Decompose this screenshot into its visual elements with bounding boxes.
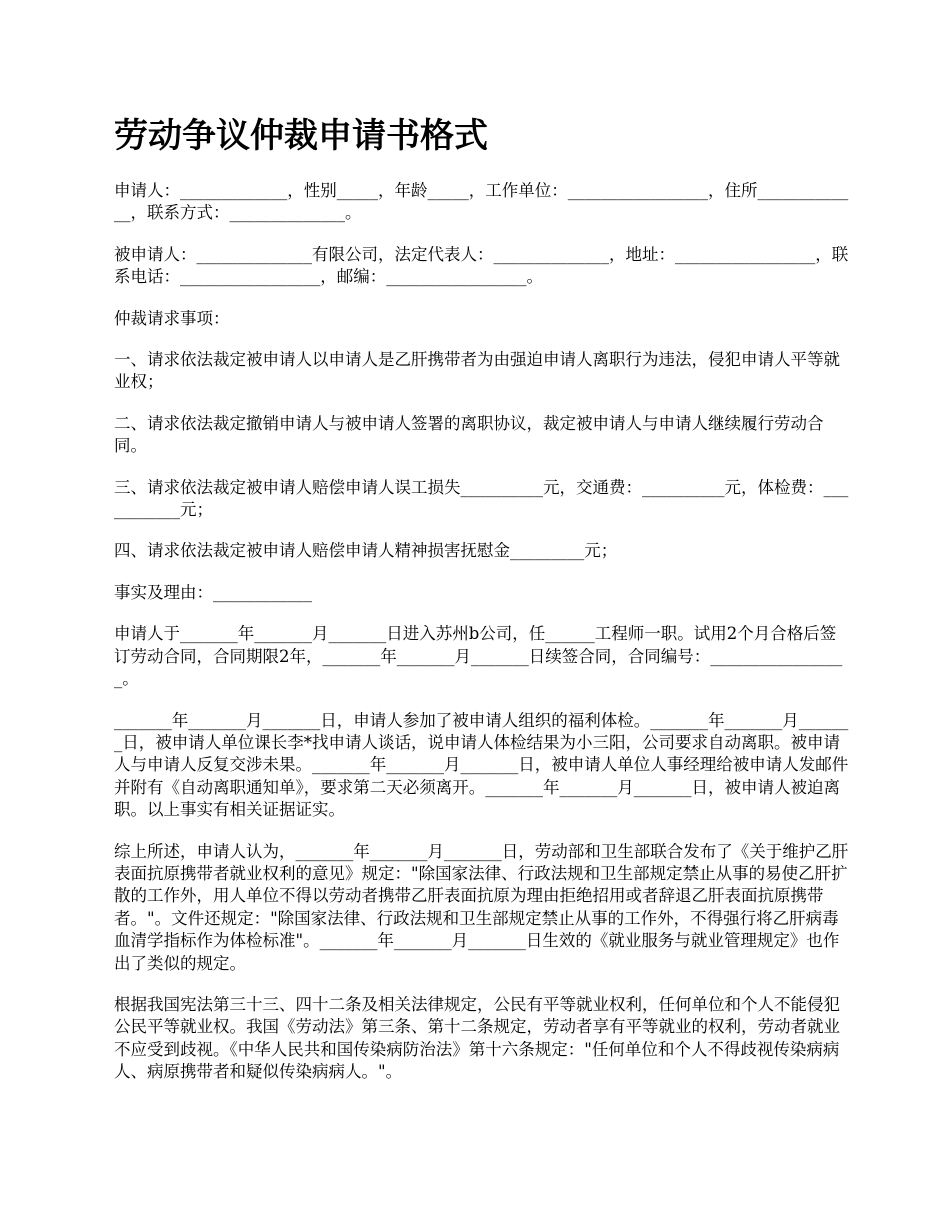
paragraph-claims-heading: 仲裁请求事项： (114, 308, 230, 328)
paragraph-claim-4: 四、请求依法裁定被申请人赔偿申请人精神损害抚慰金_________元； (114, 541, 618, 561)
paragraph-applicant-info: 申请人：_____________，性别_____，年龄_____，工作单位：_________________，住所_____________，联系方式：______________。 (114, 181, 849, 223)
paragraph-claim-2: 二、请求依法裁定撤销申请人与被申请人签署的离职协议，裁定被申请人与申请人继续履行劳动合同。 (114, 413, 824, 456)
document-title: 劳动争议仲裁申请书格式 (114, 116, 488, 156)
paragraph-dismissal-events: _______年_______月_______日，申请人参加了被申请人组织的福利体检。_______年_______月_______日，被申请人单位课长李*找申请人谈话，说申请人体检结果为小三阳，公司要求自动离职。被申请人与申请人反复交涉未果。_______年_______月_______日，被申请人单位人事经理给被申请人发邮件并附有《自动离职通知单》，要求第二天必须离开。_______年_______月_______日，被申请人被迫离职。以上事实有相关证据证实。 (114, 710, 849, 820)
paragraph-claim-1: 一、请求依法裁定被申请人以申请人是乙肝携带者为由强迫申请人离职行为违法，侵犯申请人平等就业权； (114, 350, 840, 392)
paragraph-claim-3: 三、请求依法裁定被申请人赔偿申请人误工损失__________元，交通费：__________元，体检费：___________元； (114, 477, 849, 520)
paragraph-employment-history: 申请人于_______年_______月_______日进入苏州b公司，任______工程师一职。试用2个月合格后签订劳动合同，合同期限2年，_______年_______月_______日续签合同，合同编号：_________________。 (114, 624, 843, 689)
paragraph-respondent-info: 被申请人：______________有限公司，法定代表人：______________，地址：_________________，联系电话：_________________，邮编：_________________。 (114, 244, 849, 287)
document-body (114, 180, 852, 1103)
paragraph-regulations: 综上所述，申请人认为，_______年_______月_______日，劳动部和卫生部联合发布了《关于维护乙肝表面抗原携带者就业权利的意见》规定："除国家法律、行政法规和卫生部规定禁止从事的易使乙肝扩散的工作外，用人单位不得以劳动者携带乙肝表面抗原为理由拒绝招用或者辞退乙肝表面抗原携带者。"。文件还规定："除国家法律、行政法规和卫生部规定禁止从事的工作外，不得强行将乙肝病毒血清学指标作为体检标准"。_______年_______月_______日生效的《就业服务与就业管理规定》也作出了类似的规定。 (114, 841, 849, 973)
paragraph-facts-heading: 事实及理由：____________ (114, 582, 312, 602)
paragraph-legal-basis: 根据我国宪法第三十三、四十二条及相关法律规定，公民有平等就业权利，任何单位和个人不能侵犯公民平等就业权。我国《劳动法》第三条、第十二条规定，劳动者享有平等就业的权利，劳动者就业不应受到歧视。《中华人民共和国传染病防治法》第十六条规定："任何单位和个人不得歧视传染病病人、病原携带者和疑似传染病病人。"。 (114, 994, 840, 1082)
